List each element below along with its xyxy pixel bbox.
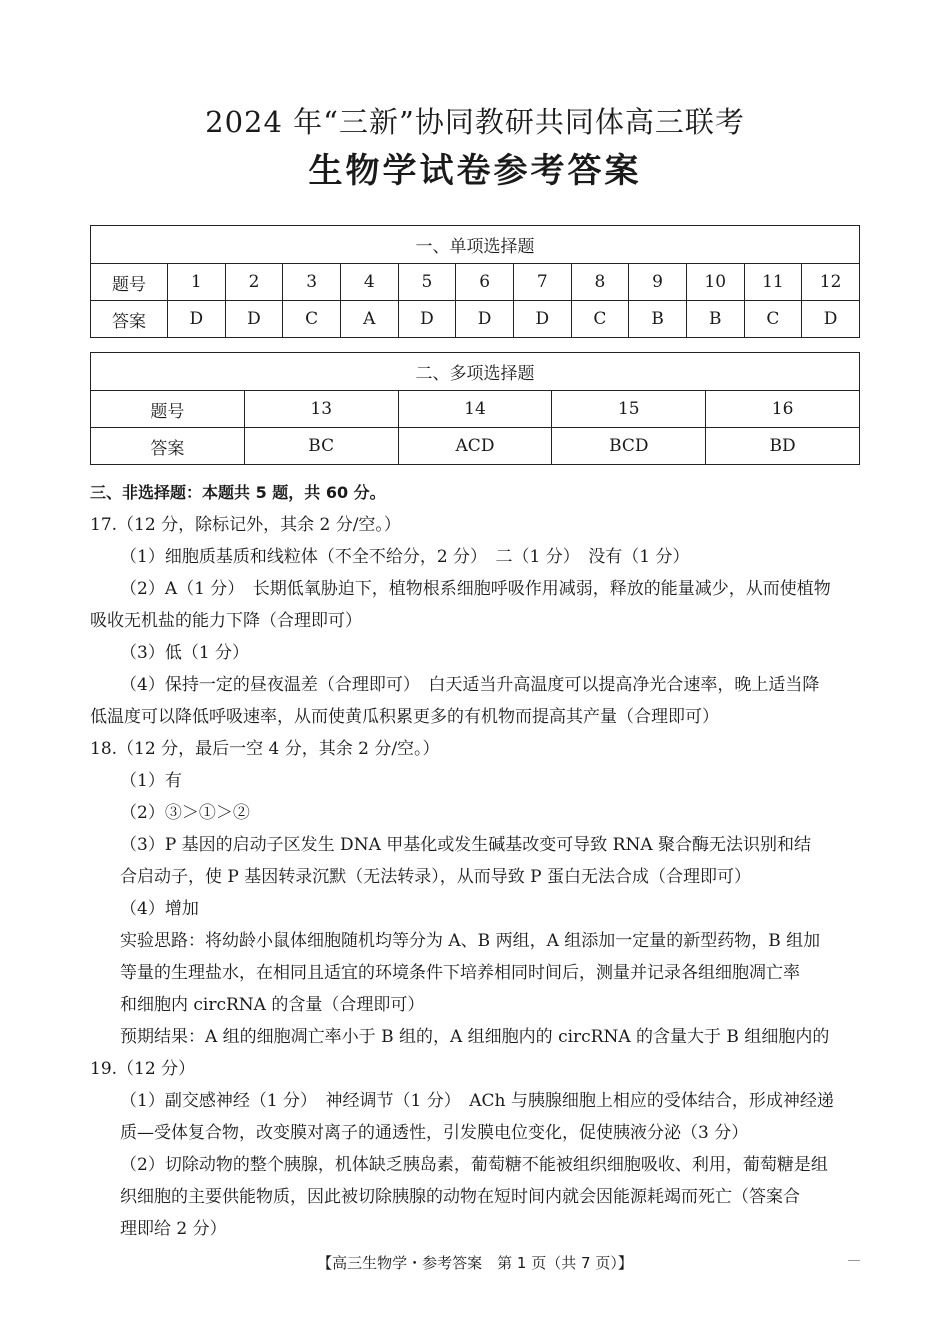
- answer-line: （2）③＞①＞②: [120, 803, 250, 823]
- question-19-header: 19.（12 分）: [90, 1059, 196, 1079]
- answer-line: 理即给 2 分）: [120, 1219, 227, 1239]
- answer-line: 合启动子，使 P 基因转录沉默（无法转录），从而导致 P 蛋白无法合成（合理即可）: [120, 867, 751, 887]
- answer-cell: B: [686, 301, 744, 338]
- question-number: 2: [225, 264, 283, 301]
- answer-line: 和细胞内 circRNA 的含量（合理即可）: [120, 995, 425, 1015]
- question-number: 6: [456, 264, 514, 301]
- multiple-choice-table: [90, 352, 860, 465]
- question-number: 13: [244, 391, 398, 428]
- question-number: 12: [802, 264, 860, 301]
- question-number: 7: [513, 264, 571, 301]
- answer-line: 实验思路：将幼龄小鼠体细胞随机均等分为 A、B 两组，A 组添加一定量的新型药物，B 组加: [120, 931, 821, 951]
- answer-line: （3）P 基因的启动子区发生 DNA 甲基化或发生碱基改变可导致 RNA 聚合酶无法识别和结: [120, 835, 812, 855]
- multiple-choice-answer-row: [91, 428, 860, 465]
- question-number: 8: [571, 264, 629, 301]
- row-label-answer: 答案: [91, 301, 168, 338]
- answer-cell: D: [802, 301, 860, 338]
- answer-cell: BC: [244, 428, 398, 465]
- answer-line: （3）低（1 分）: [120, 643, 250, 663]
- answer-cell: D: [225, 301, 283, 338]
- question-number: 10: [686, 264, 744, 301]
- answer-cell: D: [456, 301, 514, 338]
- answer-line: 等量的生理盐水，在相同且适宜的环境条件下培养相同时间后，测量并记录各组细胞凋亡率: [120, 963, 800, 983]
- row-label-question: 题号: [91, 264, 168, 301]
- single-choice-header: 一、单项选择题: [91, 226, 860, 264]
- question-number: 15: [552, 391, 706, 428]
- answer-cell: B: [629, 301, 687, 338]
- answer-cell: BCD: [552, 428, 706, 465]
- answer-line: 吸收无机盐的能力下降（合理即可）: [90, 611, 362, 631]
- answer-cell: C: [744, 301, 802, 338]
- answer-line: 低温度可以降低呼吸速率，从而使黄瓜积累更多的有机物而提高其产量（合理即可）: [90, 707, 719, 727]
- answer-line: 预期结果：A 组的细胞凋亡率小于 B 组的，A 组细胞内的 circRNA 的含量大于 B 组细胞内的: [120, 1027, 830, 1047]
- answer-cell: D: [398, 301, 456, 338]
- question-number: 4: [340, 264, 398, 301]
- multiple-choice-number-row: [91, 391, 860, 428]
- question-number: 1: [168, 264, 226, 301]
- multiple-choice-header: 二、多项选择题: [91, 353, 860, 391]
- answer-line: （4）增加: [120, 899, 199, 919]
- answer-cell: A: [340, 301, 398, 338]
- answer-line: （2）A（1 分） 长期低氧胁迫下，植物根系细胞呼吸作用减弱，释放的能量减少，从而使植物: [120, 579, 831, 599]
- answer-cell: D: [513, 301, 571, 338]
- answer-line: （4）保持一定的昼夜温差（合理即可） 白天适当升高温度可以提高净光合速率，晚上适当降: [120, 675, 820, 695]
- answer-line: （1）副交感神经（1 分） 神经调节（1 分） ACh 与胰腺细胞上相应的受体结合，形成神经递: [120, 1091, 834, 1111]
- question-number: 14: [398, 391, 552, 428]
- question-number: 16: [706, 391, 860, 428]
- page-footer: 【高三生物学・参考答案 第 1 页（共 7 页）】: [317, 1254, 633, 1272]
- row-label-answer: 答案: [91, 428, 245, 465]
- single-choice-table: [90, 225, 860, 338]
- question-number: 11: [744, 264, 802, 301]
- question-18-header: 18.（12 分，最后一空 4 分，其余 2 分/空。）: [90, 739, 440, 759]
- section3-title: 三、非选择题：本题共 5 题，共 60 分。: [90, 483, 386, 502]
- answer-cell: BD: [706, 428, 860, 465]
- answer-cell: ACD: [398, 428, 552, 465]
- page-subtitle: 生物学试卷参考答案: [308, 151, 642, 191]
- single-choice-answer-row: [91, 301, 860, 338]
- page-mark: [848, 1260, 860, 1261]
- answer-line: （1）有: [120, 771, 182, 791]
- answer-cell: C: [283, 301, 341, 338]
- question-number: 9: [629, 264, 687, 301]
- page-title: 2024 年“三新”协同教研共同体高三联考: [205, 105, 745, 139]
- answer-cell: D: [168, 301, 226, 338]
- question-17-header: 17.（12 分，除标记外，其余 2 分/空。）: [90, 515, 401, 535]
- question-number: 3: [283, 264, 341, 301]
- answer-line: 质—受体复合物，改变膜对离子的通透性，引发膜电位变化，促使胰液分泌（3 分）: [120, 1123, 749, 1143]
- row-label-question: 题号: [91, 391, 245, 428]
- question-number: 5: [398, 264, 456, 301]
- answer-line: （2）切除动物的整个胰腺，机体缺乏胰岛素，葡萄糖不能被组织细胞吸收、利用，葡萄糖是组: [120, 1155, 828, 1175]
- answer-cell: C: [571, 301, 629, 338]
- single-choice-number-row: [91, 264, 860, 301]
- answer-line: （1）细胞质基质和线粒体（不全不给分，2 分） 二（1 分） 没有（1 分）: [120, 547, 690, 567]
- answer-line: 织细胞的主要供能物质，因此被切除胰腺的动物在短时间内就会因能源耗竭而死亡（答案合: [120, 1187, 800, 1207]
